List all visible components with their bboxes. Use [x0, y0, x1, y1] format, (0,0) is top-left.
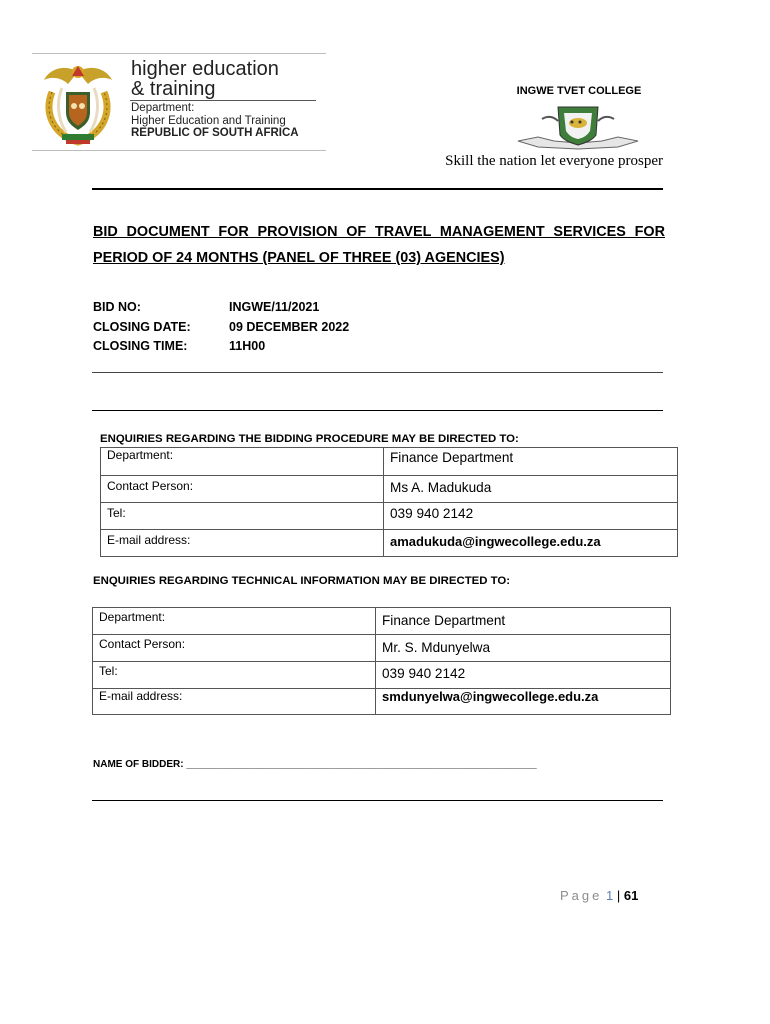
table-row	[93, 689, 671, 715]
bidding-enquiries-heading: ENQUIRIES REGARDING THE BIDDING PROCEDURE MAY BE DIRECTED TO:	[100, 433, 519, 445]
table-cell-value: Mr. S. Mdunyelwa	[376, 635, 671, 662]
table-cell-label: Department:	[93, 608, 376, 635]
table-row	[101, 448, 678, 476]
college-motto: Skill the nation let everyone prosper	[445, 153, 663, 169]
dhet-logo-line1: higher education	[131, 58, 279, 80]
table-row	[101, 530, 678, 557]
bidding-enquiries-table	[100, 447, 678, 557]
page-word: Page	[560, 888, 603, 903]
table-cell-value: 039 940 2142	[376, 662, 671, 689]
page-current: 1	[606, 888, 614, 903]
closing-date-value: 09 DECEMBER 2022	[229, 320, 350, 334]
dhet-logo-line3: Department:	[131, 102, 195, 114]
table-cell-label: Contact Person:	[101, 476, 384, 503]
table-cell-value: Finance Department	[376, 608, 671, 635]
table-cell-label: E-mail address:	[101, 530, 384, 557]
table-cell-label: E-mail address:	[93, 689, 376, 715]
closing-date-label: CLOSING DATE:	[93, 320, 191, 334]
divider-1	[92, 372, 663, 373]
dhet-logo-line4: Higher Education and Training	[131, 115, 286, 127]
table-row	[93, 608, 671, 635]
table-cell-label: Contact Person:	[93, 635, 376, 662]
college-crest-icon	[514, 101, 642, 151]
header-divider	[92, 188, 663, 190]
table-cell-value: amadukuda@ingwecollege.edu.za	[384, 530, 678, 557]
bidder-name-label: NAME OF BIDDER:	[93, 759, 184, 770]
bidder-name-line	[93, 759, 537, 770]
page-number	[560, 888, 638, 903]
table-row	[93, 662, 671, 689]
table-row	[93, 635, 671, 662]
dhet-logo-line5: REPUBLIC OF SOUTH AFRICA	[131, 127, 299, 139]
table-cell-label: Tel:	[101, 503, 384, 530]
document-title: BID DOCUMENT FOR PROVISION OF TRAVEL MANAGEMENT SERVICES FOR PERIOD OF 24 MONTHS (PANEL OF THREE (03) AGENCIES)	[93, 224, 665, 266]
table-row	[101, 476, 678, 503]
technical-enquiries-heading: ENQUIRIES REGARDING TECHNICAL INFORMATION MAY BE DIRECTED TO:	[93, 575, 511, 587]
page-separator: |	[616, 888, 621, 903]
closing-time-label: CLOSING TIME:	[93, 339, 188, 353]
bidder-name-blank: _______________________________________________________________	[186, 759, 537, 770]
divider-3	[92, 800, 663, 801]
bid-number-label: BID NO:	[93, 300, 141, 314]
divider-2	[92, 410, 663, 411]
coat-of-arms-icon	[36, 62, 120, 146]
table-cell-label: Department:	[101, 448, 384, 476]
technical-enquiries-table	[92, 607, 671, 715]
table-cell-label: Tel:	[93, 662, 376, 689]
table-row	[101, 503, 678, 530]
dhet-logo-divider	[130, 100, 316, 101]
page-total: 61	[623, 888, 639, 903]
dhet-logo	[32, 53, 326, 151]
table-cell-value: Ms A. Madukuda	[384, 476, 678, 503]
closing-time-value: 11H00	[229, 339, 266, 353]
table-cell-value: smdunyelwa@ingwecollege.edu.za	[376, 689, 671, 715]
table-cell-value: Finance Department	[384, 448, 678, 476]
college-name: INGWE TVET COLLEGE	[516, 85, 642, 97]
dhet-logo-line2: & training	[131, 78, 216, 100]
table-cell-value: 039 940 2142	[384, 503, 678, 530]
bid-number-value: INGWE/11/2021	[229, 300, 320, 314]
